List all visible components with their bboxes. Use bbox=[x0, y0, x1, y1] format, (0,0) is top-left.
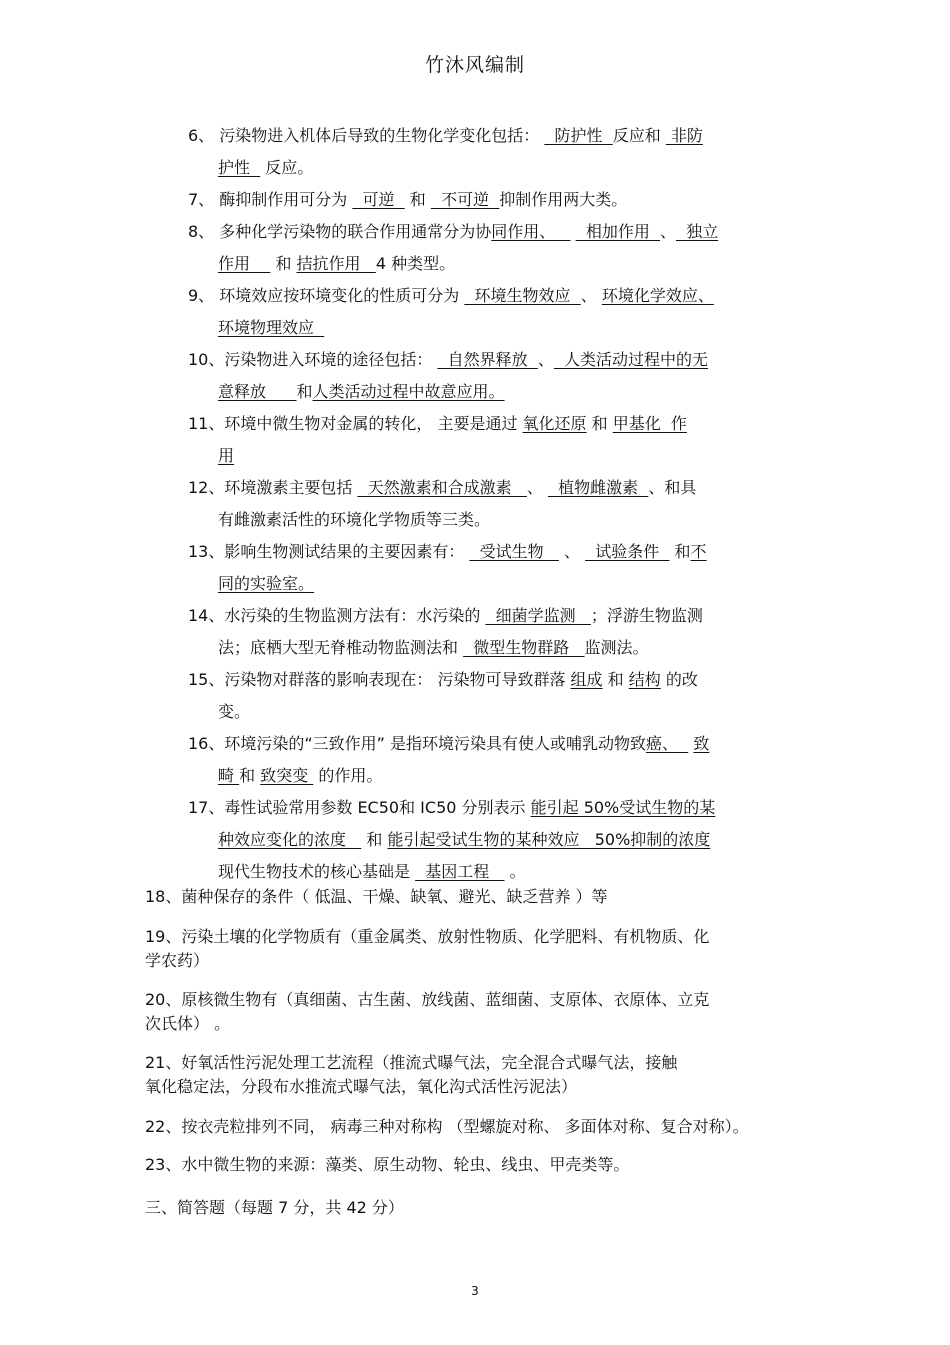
text-line bbox=[218, 862, 526, 882]
text-segment: 和 bbox=[602, 670, 629, 689]
text-segment: 20、原核微生物有（真细菌、古生菌、放线菌、蓝细菌、支原体、衣原体、立克 bbox=[145, 990, 710, 1009]
answer-blank: 氧化还原 bbox=[522, 414, 587, 433]
text-segment: 现代生物技术的核心基础是 bbox=[218, 862, 416, 881]
text-segment: 反应。 bbox=[260, 158, 314, 177]
answer-blank: 不 bbox=[690, 542, 707, 561]
text-segment: 、 bbox=[537, 350, 554, 369]
answer-blank: 作用 bbox=[218, 254, 271, 273]
text-segment: 抑制作用两大类。 bbox=[499, 190, 628, 209]
answer-blank: 植物雌激素 bbox=[547, 478, 649, 497]
text-segment: 21、好氧活性污泥处理工艺流程（推流式曝气法，完全混合式曝气法，接触 bbox=[145, 1053, 678, 1072]
text-segment: 次氏体） 。 bbox=[145, 1014, 231, 1033]
answer-blank: 致 bbox=[693, 734, 710, 753]
answer-blank: 相加作用 bbox=[575, 222, 660, 241]
answer-blank: 用 bbox=[218, 446, 235, 465]
text-line bbox=[218, 382, 505, 402]
text-line bbox=[218, 318, 324, 338]
text-segment: 的作用。 bbox=[313, 766, 383, 785]
answer-blank: 甲基化 作 bbox=[612, 414, 687, 433]
answer-blank: 环境生物效应 bbox=[464, 286, 581, 305]
answer-blank: 能引起受试生物的某种效应 50%抑制的浓度 bbox=[387, 830, 711, 849]
text-segment: 12、环境激素主要包括 bbox=[188, 478, 358, 497]
text-segment: 18、菌种保存的条件（ 低温、干燥、缺氧、避光、缺乏营养 ）等 bbox=[145, 887, 608, 906]
answer-blank: 天然激素和合成激素 bbox=[357, 478, 527, 497]
text-segment: 、 bbox=[558, 542, 586, 561]
answer-blank: 人类活动过程中的无 bbox=[553, 350, 709, 369]
page-header-title: 竹沐风编制 bbox=[424, 54, 525, 76]
text-line bbox=[188, 478, 696, 498]
text-line bbox=[145, 887, 608, 907]
answer-blank: 细菌学监测 bbox=[485, 606, 591, 625]
text-segment: 7、 酶抑制作用可分为 bbox=[188, 190, 353, 209]
text-segment: 和 bbox=[361, 830, 388, 849]
text-segment: 14、水污染的生物监测方法有：水污染的 bbox=[188, 606, 486, 625]
text-line bbox=[218, 254, 455, 274]
text-segment: ；浮游生物监测 bbox=[590, 606, 703, 625]
text-line bbox=[218, 158, 313, 178]
text-line bbox=[188, 542, 707, 562]
text-line bbox=[145, 1014, 230, 1034]
text-line bbox=[218, 510, 490, 530]
answer-blank: 结构 bbox=[628, 670, 661, 689]
text-line bbox=[218, 830, 710, 850]
text-line bbox=[145, 1117, 749, 1137]
answer-blank: 不可逆 bbox=[430, 190, 500, 209]
text-segment: 。 bbox=[504, 862, 526, 881]
text-segment: 6、 污染物进入机体后导致的生物化学变化包括： bbox=[188, 126, 545, 145]
answer-blank: 受试生物 bbox=[469, 542, 559, 561]
answer-blank: 组成 bbox=[570, 670, 603, 689]
text-segment: 有雌激素活性的环境化学物质等三类。 bbox=[218, 510, 491, 529]
answer-blank: 基因工程 bbox=[415, 862, 505, 881]
text-segment: 8、 多种化学污染物的联合作用通常分为协 bbox=[188, 222, 492, 241]
text-line bbox=[188, 222, 718, 242]
text-segment: 13、影响生物测试结果的主要因素有： bbox=[188, 542, 470, 561]
text-line bbox=[218, 574, 314, 594]
text-segment: 15、污染物对群落的影响表现在： 污染物可导致群落 bbox=[188, 670, 571, 689]
text-line bbox=[145, 927, 709, 947]
text-segment: 的改 bbox=[660, 670, 698, 689]
text-line bbox=[188, 190, 627, 210]
text-segment: 、和具 bbox=[648, 478, 697, 497]
answer-blank: 可逆 bbox=[352, 190, 405, 209]
text-line bbox=[218, 766, 382, 786]
text-segment: 22、按衣壳粒排列不同， 病毒三种对称构 （型螺旋对称、 多面体对称、复合对称）。 bbox=[145, 1117, 749, 1136]
text-line bbox=[145, 1155, 629, 1175]
text-segment: 11、环境中微生物对金属的转化， 主要是通过 bbox=[188, 414, 523, 433]
text-segment: 和 bbox=[239, 766, 261, 785]
answer-blank: 环境物理效应 bbox=[218, 318, 325, 337]
answer-blank: 意释放 bbox=[218, 382, 297, 401]
answer-blank: 人类活动过程中故意应用。 bbox=[312, 382, 505, 401]
text-segment: 23、水中微生物的来源：藻类、原生动物、轮虫、线虫、甲壳类等。 bbox=[145, 1155, 630, 1174]
text-line bbox=[188, 606, 703, 626]
text-segment: 16、环境污染的“三致作用” 是指环境污染具有使人或哺乳动物致 bbox=[188, 734, 647, 753]
text-line bbox=[145, 1198, 404, 1218]
text-segment: 和 bbox=[270, 254, 297, 273]
answer-blank: 微型生物群路 bbox=[463, 638, 585, 657]
text-line bbox=[218, 702, 250, 722]
answer-blank: 护性 bbox=[218, 158, 261, 177]
answer-blank: 环境化学效应、 bbox=[601, 286, 714, 305]
text-line bbox=[145, 990, 709, 1010]
answer-blank: 同作用、 bbox=[491, 222, 571, 241]
text-line bbox=[188, 126, 703, 146]
text-segment: 19、污染土壤的化学物质有（重金属类、放射性物质、化学肥料、有机物质、化 bbox=[145, 927, 710, 946]
text-line bbox=[145, 1077, 577, 1097]
text-segment: 和 bbox=[669, 542, 691, 561]
answer-blank: 能引起 50%受试生物的某 bbox=[530, 798, 716, 817]
text-segment: 学农药） bbox=[145, 951, 210, 970]
text-segment: 、 bbox=[526, 478, 548, 497]
text-segment: 17、毒性试验常用参数 EC50和 IC50 分别表示 bbox=[188, 798, 531, 817]
answer-blank: 拮抗作用 bbox=[296, 254, 376, 273]
answer-blank: 自然界释放 bbox=[437, 350, 538, 369]
text-segment: 监测法。 bbox=[584, 638, 649, 657]
text-line bbox=[145, 951, 209, 971]
text-line bbox=[188, 350, 708, 370]
text-segment: 、 bbox=[580, 286, 602, 305]
text-segment: 变。 bbox=[218, 702, 251, 721]
text-segment: 氧化稳定法，分段布水推流式曝气法，氧化沟式活性污泥法） bbox=[145, 1077, 578, 1096]
text-segment: 4 种类型。 bbox=[375, 254, 456, 273]
text-line bbox=[145, 1053, 677, 1073]
page-number: 3 bbox=[471, 1284, 479, 1298]
answer-blank: 非防 bbox=[665, 126, 703, 145]
answer-blank: 独立 bbox=[676, 222, 719, 241]
text-line bbox=[188, 798, 715, 818]
text-segment: 和 bbox=[404, 190, 431, 209]
text-segment: 反应和 bbox=[612, 126, 666, 145]
text-line bbox=[188, 734, 709, 754]
answer-blank: 防护性 bbox=[544, 126, 613, 145]
text-segment: 法；底栖大型无脊椎动物监测法和 bbox=[218, 638, 464, 657]
answer-blank: 试验条件 bbox=[585, 542, 670, 561]
text-segment: 和 bbox=[586, 414, 613, 433]
text-segment: 三、简答题（每题 7 分，共 42 分） bbox=[145, 1198, 404, 1217]
answer-blank: 种效应变化的浓度 bbox=[218, 830, 362, 849]
text-line bbox=[188, 414, 687, 434]
answer-blank: 同的实验室。 bbox=[218, 574, 315, 593]
text-segment: 、 bbox=[660, 222, 677, 241]
text-segment: 10、污染物进入环境的途径包括： bbox=[188, 350, 438, 369]
text-line bbox=[218, 446, 234, 466]
answer-blank: 畸 bbox=[218, 766, 240, 785]
text-line bbox=[188, 286, 714, 306]
text-line bbox=[218, 638, 649, 658]
text-segment: 9、 环境效应按环境变化的性质可分为 bbox=[188, 286, 465, 305]
answer-blank: 致突变 bbox=[260, 766, 314, 785]
text-segment: 和 bbox=[296, 382, 313, 401]
text-line bbox=[188, 670, 698, 690]
answer-blank: 癌、 bbox=[646, 734, 689, 753]
